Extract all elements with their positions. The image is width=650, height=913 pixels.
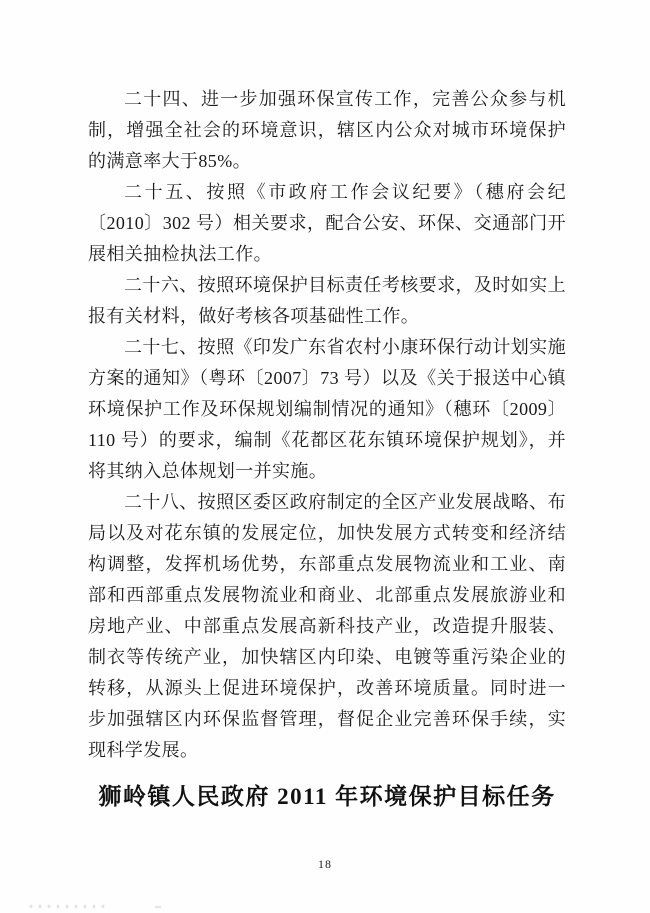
paragraph-item-27: 二十七、按照《印发广东省农村小康环保行动计划实施方案的通知》（粤环〔2007〕73 号）以及《关于报送中心镇环境保护工作及环保规划编制情况的通知》（穗环〔2009〕110 号）的要求，编制《花都区花东镇环境保护规划》，并将其纳入总体规划一并实施。	[88, 337, 566, 481]
scan-artifact	[155, 906, 161, 908]
paragraph-item-28: 二十八、按照区委区政府制定的全区产业发展战略、布局以及对花东镇的发展定位，加快发展方式转变和经济结构调整，发挥机场优势，东部重点发展物流业和工业、南部和西部重点发展物流业和商业、北部重点发展旅游业和房地产业、中部重点发展高新科技产业，改造提升服装、制衣等传统产业，加快辖区内印染、电镀等重污染企业的转移，从源头上促进环境保护，改善环境质量。同时进一步加强辖区内环保监督管理，督促企业完善环保手续，实现科学发展。	[88, 492, 566, 760]
scan-artifact	[30, 905, 105, 908]
page-number: 18	[318, 857, 332, 871]
document-body	[88, 84, 566, 814]
section-heading: 狮岭镇人民政府 2011 年环境保护目标任务	[98, 784, 556, 809]
paragraph-item-24: 二十四、进一步加强环保宣传工作，完善公众参与机制，增强全社会的环境意识，辖区内公众对城市环境保护的满意率大于85%。	[88, 89, 566, 171]
paragraph-item-26: 二十六、按照环境保护目标责任考核要求，及时如实上报有关材料，做好考核各项基础性工作。	[88, 275, 566, 326]
paragraph-item-25: 二十五、按照《市政府工作会议纪要》（穗府会纪〔2010〕302 号）相关要求，配合公安、环保、交通部门开展相关抽检执法工作。	[88, 182, 566, 264]
